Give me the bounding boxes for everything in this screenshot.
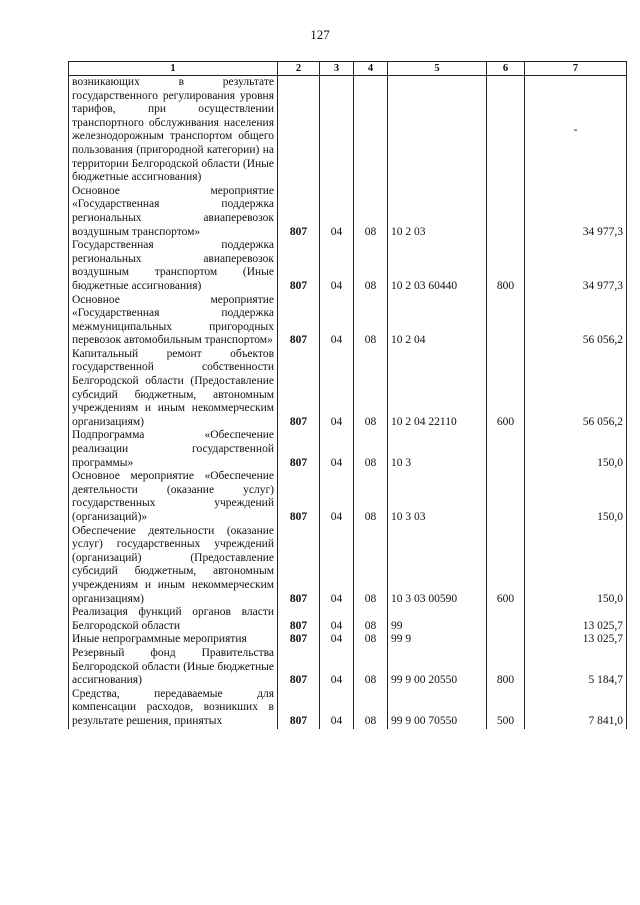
row-expense-type <box>487 429 525 470</box>
header-col-7: 7 <box>525 62 627 76</box>
header-col-1: 1 <box>69 62 278 76</box>
header-row <box>69 62 627 76</box>
budget-table <box>68 61 627 729</box>
row-expense-type: 500 <box>487 688 525 729</box>
row-section: 04 <box>320 348 354 430</box>
row-expense-type <box>487 294 525 348</box>
row-grbs: 807 <box>278 239 320 293</box>
row-name: Подпрограмма «Обеспечение реализации государственной программы» <box>69 429 278 470</box>
row-name: Основное мероприятие «Государственная поддержка региональных авиаперевозок воздушным транспортом» <box>69 185 278 239</box>
row-expense-type: 600 <box>487 348 525 430</box>
table-row <box>69 429 627 470</box>
row-subsection: 08 <box>354 470 388 524</box>
row-sum: 56 056,2 <box>525 348 627 430</box>
table-row <box>69 688 627 729</box>
row-expense-type: 800 <box>487 239 525 293</box>
row-sum-dash: - <box>573 123 578 136</box>
row-sum: 13 025,7 <box>525 633 627 647</box>
row-section: 04 <box>320 606 354 633</box>
row-section: 04 <box>320 239 354 293</box>
row-grbs <box>278 76 320 185</box>
table-row <box>69 470 627 524</box>
row-subsection: 08 <box>354 348 388 430</box>
row-grbs: 807 <box>278 647 320 688</box>
row-sum: 150,0 <box>525 470 627 524</box>
row-expense-type <box>487 606 525 633</box>
row-section <box>320 76 354 185</box>
row-expense-type <box>487 633 525 647</box>
row-name: Основное мероприятие «Государственная поддержка межмуниципальных пригородных перевозок автомобильным транспортом» <box>69 294 278 348</box>
row-sum: 34 977,3 <box>525 185 627 239</box>
row-expense-type <box>487 185 525 239</box>
table-row <box>69 647 627 688</box>
row-expense-type <box>487 76 525 185</box>
row-target-article: 10 2 04 22110 <box>388 348 487 430</box>
row-target-article: 10 3 03 00590 <box>388 525 487 607</box>
table-row <box>69 606 627 633</box>
table-row <box>69 239 627 293</box>
row-section: 04 <box>320 294 354 348</box>
page-number: 127 <box>310 27 330 42</box>
row-name: Капитальный ремонт объектов государственной собственности Белгородской области (Предоставление субсидий бюджетным, автономным учреждениям и иным некоммерческим организациям) <box>69 348 278 430</box>
header-col-3: 3 <box>320 62 354 76</box>
table-row <box>69 294 627 348</box>
table-row <box>69 633 627 647</box>
row-target-article: 99 <box>388 606 487 633</box>
row-name: Основное мероприятие «Обеспечение деятельности (оказание услуг) государственных учреждений (организаций)» <box>69 470 278 524</box>
row-name: Иные непрограммные мероприятия <box>69 633 278 647</box>
row-sum: 5 184,7 <box>525 647 627 688</box>
row-grbs: 807 <box>278 688 320 729</box>
row-subsection: 08 <box>354 294 388 348</box>
row-grbs: 807 <box>278 348 320 430</box>
row-grbs: 807 <box>278 606 320 633</box>
row-subsection: 08 <box>354 633 388 647</box>
row-name: Резервный фонд Правительства Белгородской области (Иные бюджетные ассигнования) <box>69 647 278 688</box>
row-name: Государственная поддержка региональных авиаперевозок воздушным транспортом (Иные бюджетные ассигнования) <box>69 239 278 293</box>
row-grbs: 807 <box>278 633 320 647</box>
row-target-article <box>388 76 487 185</box>
header-col-5: 5 <box>388 62 487 76</box>
table-row <box>69 76 627 185</box>
row-name: Обеспечение деятельности (оказание услуг) государственных учреждений (организаций) (Предоставление субсидий бюджетным, автономным учреждениям и иным некоммерческим организациям) <box>69 525 278 607</box>
table-row <box>69 525 627 607</box>
row-subsection: 08 <box>354 525 388 607</box>
row-subsection: 08 <box>354 239 388 293</box>
row-target-article: 99 9 <box>388 633 487 647</box>
header-col-4: 4 <box>354 62 388 76</box>
header-col-6: 6 <box>487 62 525 76</box>
row-sum <box>525 76 627 185</box>
row-target-article: 10 2 03 60440 <box>388 239 487 293</box>
row-target-article: 10 2 04 <box>388 294 487 348</box>
row-section: 04 <box>320 525 354 607</box>
row-name: возникающих в результате государственного регулирования уровня тарифов, при осуществлении транспортного обслуживания населения железнодорожным транспортом общего пользования (пригородной категории) на территории Белгородской области (Иные бюджетные ассигнования) <box>69 76 278 185</box>
row-sum: 34 977,3 <box>525 239 627 293</box>
row-grbs: 807 <box>278 429 320 470</box>
row-expense-type: 600 <box>487 525 525 607</box>
row-sum: 150,0 <box>525 525 627 607</box>
row-grbs: 807 <box>278 185 320 239</box>
header-col-2: 2 <box>278 62 320 76</box>
row-grbs: 807 <box>278 525 320 607</box>
row-subsection: 08 <box>354 606 388 633</box>
row-subsection: 08 <box>354 647 388 688</box>
row-sum: 7 841,0 <box>525 688 627 729</box>
row-subsection <box>354 76 388 185</box>
row-section: 04 <box>320 185 354 239</box>
row-expense-type: 800 <box>487 647 525 688</box>
row-name: Средства, передаваемые для компенсации расходов, возникших в результате решения, принятых <box>69 688 278 729</box>
row-target-article: 10 2 03 <box>388 185 487 239</box>
row-name: Реализация функций органов власти Белгородской области <box>69 606 278 633</box>
row-section: 04 <box>320 688 354 729</box>
row-expense-type <box>487 470 525 524</box>
row-section: 04 <box>320 647 354 688</box>
row-section: 04 <box>320 633 354 647</box>
row-target-article: 10 3 <box>388 429 487 470</box>
table-row <box>69 348 627 430</box>
row-target-article: 10 3 03 <box>388 470 487 524</box>
row-subsection: 08 <box>354 185 388 239</box>
table-row <box>69 185 627 239</box>
row-sum: 56 056,2 <box>525 294 627 348</box>
row-subsection: 08 <box>354 688 388 729</box>
row-grbs: 807 <box>278 470 320 524</box>
row-sum: 13 025,7 <box>525 606 627 633</box>
row-sum: 150,0 <box>525 429 627 470</box>
row-target-article: 99 9 00 20550 <box>388 647 487 688</box>
row-subsection: 08 <box>354 429 388 470</box>
row-grbs: 807 <box>278 294 320 348</box>
row-section: 04 <box>320 470 354 524</box>
row-section: 04 <box>320 429 354 470</box>
row-target-article: 99 9 00 70550 <box>388 688 487 729</box>
